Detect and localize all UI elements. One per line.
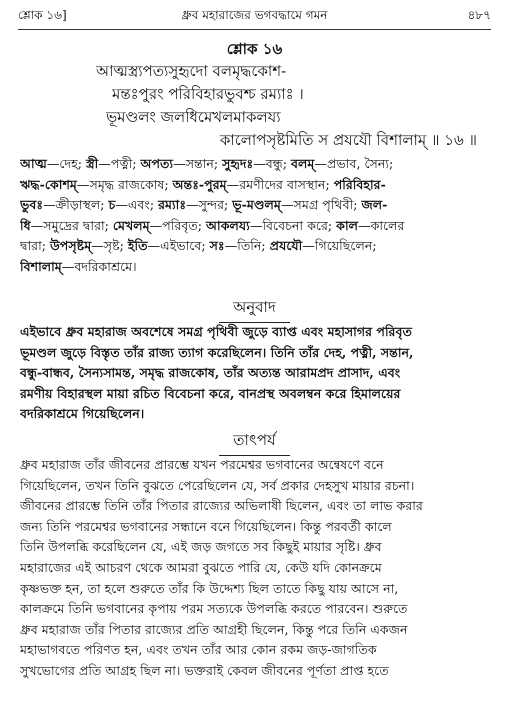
purport-line: গিয়েছিলেন, তখন তিনি বুঝতে পেরেছিলেন যে, সর্ব প্রকার দেহসুখ মায়ার রচনা। <box>20 477 415 493</box>
translation-line: রমণীয় বিহারস্থল মায়া রচিত বিবেচনা করে, বানপ্রস্থ অবলম্বন করে হিমালয়ের <box>20 385 401 401</box>
verse-line-2: মন্তঃপুরং পরিবিহারভুবশ্চ রম্যাঃ । <box>112 85 304 103</box>
translation-text <box>20 322 490 425</box>
purport-line: জীবনের প্রারম্ভে তিনি তাঁর পিতার রাজ্যের অভিলাষী ছিলেন, এবং তা লাভ করার <box>20 498 423 514</box>
verse-line-3: ভূমণ্ডলং জলধিমেখলমাকলয্য <box>106 108 281 126</box>
synonym-line: আত্ম—দেহ; স্ত্রী—পত্নী; অপত্য—সন্তান; সুহৃদঃ—বন্ধু; বলম্—প্রভাব, সৈন্য; <box>20 156 394 171</box>
purport-line: জন্য তিনি পরমেশ্বর ভগবানের সন্ধানে বনে গিয়েছিলেন। কিন্তু পরবর্তী কালে <box>20 518 392 534</box>
purport-title: তাৎপর্য <box>219 429 289 456</box>
purport-text <box>20 455 490 682</box>
word-for-word-synonyms <box>20 154 490 277</box>
purport-line: মহাভাগবতে পরিণত হন, এবং তখন তাঁর আর কোন রকম জড়-জাগতিক <box>20 642 377 658</box>
verse-line-1: আত্মস্ত্র্যপত্যসুহৃদো বলমৃদ্ধকোশ- <box>96 62 287 80</box>
translation-title: অনুবাদ <box>219 296 290 323</box>
purport-line: ধ্রুব মহারাজ তাঁর পিতার রাজ্যের প্রতি আগ্রহী ছিলেন, কিন্তু পরে তিনি একজন <box>20 621 408 637</box>
translation-line: বন্ধু-বান্ধব, সৈন্যসামন্ত, সমৃদ্ধ রাজকোষ, তাঁর অত্যন্ত আরামপ্রদ প্রাসাদ, এবং <box>20 365 401 380</box>
purport-line: কৃষ্ণভক্ত হন, তা হলে শুরুতে তাঁর কি উদ্দেশ্য ছিল তাতে কিছু যায় আসে না, <box>20 580 399 596</box>
synonym-line: ধি—সমুদ্রের দ্বারা; মেখলম্—পরিবৃত; আকলয্য—বিবেচনা করে; কাল—কালের <box>20 217 405 233</box>
purport-line: মহারাজের এই আচরণ থেকে আমরা বুঝতে পারি যে, কেউ যদি কোনক্রমে <box>20 559 382 575</box>
synonym-line: ঋদ্ধ-কোশম্—সমৃদ্ধ রাজকোষ; অন্তঃ-পুরম্—রমণীদের বাসস্থান; পরিবিহার- <box>20 176 386 192</box>
page-number: ৪৮৭ <box>467 8 491 22</box>
synonym-line: ভুবঃ—ক্রীড়াস্থল; চ—এবং; রম্যাঃ—সুন্দর; ভূ-মণ্ডলম্—সমগ্র পৃথিবী; জল- <box>20 197 388 212</box>
translation-line: বদরিকাশ্রমে গিয়েছিলেন। <box>20 406 145 421</box>
translation-line: ভূমণ্ডল জুড়ে বিস্তৃত তাঁর রাজ্য ত্যাগ করেছিলেন। তিনি তাঁর দেহ, পত্নী, সন্তান, <box>20 344 414 360</box>
header-verse-ref: শ্লোক ১৬] <box>18 8 67 22</box>
translation-heading <box>0 296 509 323</box>
header-rule <box>18 29 491 30</box>
verse-number: শ্লোক ১৬ <box>226 40 283 58</box>
purport-heading <box>0 429 509 456</box>
purport-line: তিনি উপলব্ধি করেছিলেন যে, এই জড় জগতে সব কিছুই মায়ার সৃষ্টি। ধ্রুব <box>20 539 382 555</box>
verse-line-4: কালোপসৃষ্টমিতি স প্রযযৌ বিশালাম্ ॥ ১৬ ॥ <box>219 131 477 149</box>
synonym-line: বিশালাম্—বদরিকাশ্রমে। <box>20 258 137 274</box>
page-header <box>18 8 491 26</box>
purport-line: ধ্রুব মহারাজ তাঁর জীবনের প্রারম্ভে যখন পরমেশ্বর ভগবানের অন্বেষণে বনে <box>20 457 384 472</box>
synonym-line: দ্বারা; উপসৃষ্টম্—সৃষ্ট; ইতি—এইভাবে; সঃ—তিনি; প্রযযৌ—গিয়েছিলেন; <box>20 238 377 253</box>
purport-line: সুখভোগের প্রতি আগ্রহ ছিল না। ভক্তরাই কেবল জীবনের পূর্ণতা প্রাপ্ত হতে <box>20 662 389 678</box>
header-chapter-title: ধ্রুব মহারাজের ভগবদ্ধামে গমন <box>181 8 328 22</box>
translation-line: এইভাবে ধ্রুব মহারাজ অবশেষে সমগ্র পৃথিবী জুড়ে ব্যাপ্ত এবং মহাসাগর পরিবৃত <box>20 324 412 339</box>
purport-line: কালক্রমে তিনি ভগবানের কৃপায় পরম সত্যকে উপলব্ধি করতে পারবেন। শুরুতে <box>20 601 408 617</box>
